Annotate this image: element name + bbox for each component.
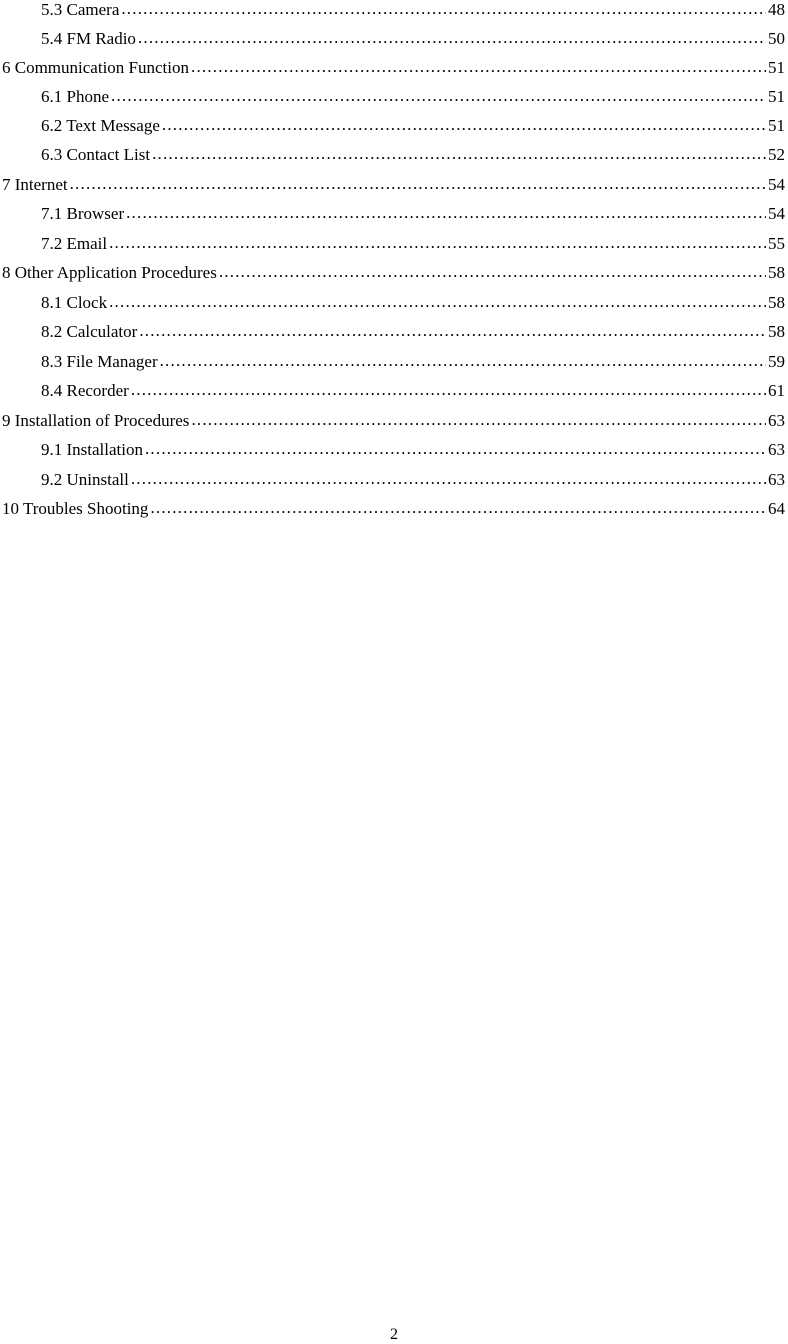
toc-entry-page: 55: [768, 234, 785, 253]
toc-entry[interactable]: [0, 0, 785, 20]
toc-entry-title: 7 Internet: [2, 175, 68, 194]
toc-entry-title: 5.3 Camera: [41, 0, 120, 19]
toc-entry[interactable]: [0, 166, 785, 195]
toc-dot-leader: [145, 439, 766, 459]
toc-entry[interactable]: [0, 20, 785, 49]
toc-entry[interactable]: [0, 313, 785, 342]
toc-dot-leader: [162, 115, 766, 135]
toc-dot-leader: [121, 0, 766, 19]
toc-dot-leader: [219, 262, 766, 282]
toc-entry-title: 8.1 Clock: [41, 293, 108, 312]
toc-entry[interactable]: [0, 343, 785, 372]
toc-dot-leader: [131, 469, 766, 489]
toc-entry-title: 6 Communication Function: [2, 58, 189, 77]
toc-entry-title: 9.1 Installation: [41, 440, 143, 459]
toc-entry-title: 8.2 Calculator: [41, 322, 138, 341]
toc-entry-page: 63: [768, 470, 785, 489]
toc-dot-leader: [70, 174, 766, 194]
toc-entry[interactable]: [0, 225, 785, 254]
page-number: 2: [390, 1326, 398, 1343]
toc-entry[interactable]: [0, 49, 785, 78]
toc-dot-leader: [138, 28, 766, 48]
toc-dot-leader: [131, 380, 766, 400]
toc-dot-leader: [109, 233, 766, 253]
toc-dot-leader: [150, 498, 766, 518]
toc-dot-leader: [152, 144, 766, 164]
toc-entry[interactable]: [0, 136, 785, 165]
toc-entry[interactable]: [0, 254, 785, 283]
toc-entry-page: 63: [768, 440, 785, 459]
toc-entry-page: 52: [768, 145, 785, 164]
toc-dot-leader: [109, 292, 766, 312]
toc-entry-title: 8 Other Application Procedures: [2, 263, 217, 282]
toc-entry-page: 59: [768, 352, 785, 371]
toc-entry-page: 54: [768, 204, 785, 223]
toc-entry[interactable]: [0, 402, 785, 431]
toc-entry-title: 6.2 Text Message: [41, 116, 160, 135]
toc-entry-title: 9 Installation of Procedures: [2, 411, 190, 430]
toc-entry-page: 58: [768, 293, 785, 312]
toc-entry-title: 6.1 Phone: [41, 87, 109, 106]
toc-entry-title: 10 Troubles Shooting: [2, 499, 149, 518]
toc-dot-leader: [191, 410, 766, 430]
toc-entry-page: 48: [768, 0, 785, 19]
toc-entry-page: 61: [768, 381, 785, 400]
toc-entry-page: 51: [768, 116, 785, 135]
toc-entry-title: 7.2 Email: [41, 234, 108, 253]
toc-entry-page: 58: [768, 263, 785, 282]
toc-entry-title: 8.4 Recorder: [41, 381, 129, 400]
toc-entry-page: 51: [768, 87, 785, 106]
toc-entry[interactable]: [0, 431, 785, 460]
toc-entry-title: 6.3 Contact List: [41, 145, 151, 164]
toc-entry[interactable]: [0, 372, 785, 401]
toc-entry[interactable]: [0, 107, 785, 136]
toc-entry-title: 5.4 FM Radio: [41, 29, 136, 48]
toc-entry-title: 9.2 Uninstall: [41, 470, 129, 489]
toc-entry-page: 63: [768, 411, 785, 430]
toc-entry-page: 54: [768, 175, 785, 194]
toc-entry[interactable]: [0, 195, 785, 224]
toc-entry[interactable]: [0, 490, 785, 519]
toc-dot-leader: [191, 57, 766, 77]
toc-entry[interactable]: [0, 78, 785, 107]
toc-entry-page: 50: [768, 29, 785, 48]
toc-dot-leader: [111, 86, 766, 106]
toc-entry-page: 58: [768, 322, 785, 341]
toc-entry[interactable]: [0, 461, 785, 490]
toc-dot-leader: [160, 351, 766, 371]
toc-dot-leader: [126, 203, 766, 223]
toc-entry[interactable]: [0, 284, 785, 313]
toc-dot-leader: [139, 321, 766, 341]
toc-entry-title: 7.1 Browser: [41, 204, 125, 223]
toc-entry-title: 8.3 File Manager: [41, 352, 158, 371]
toc-entry-page: 51: [768, 58, 785, 77]
toc-entry-page: 64: [768, 499, 785, 518]
